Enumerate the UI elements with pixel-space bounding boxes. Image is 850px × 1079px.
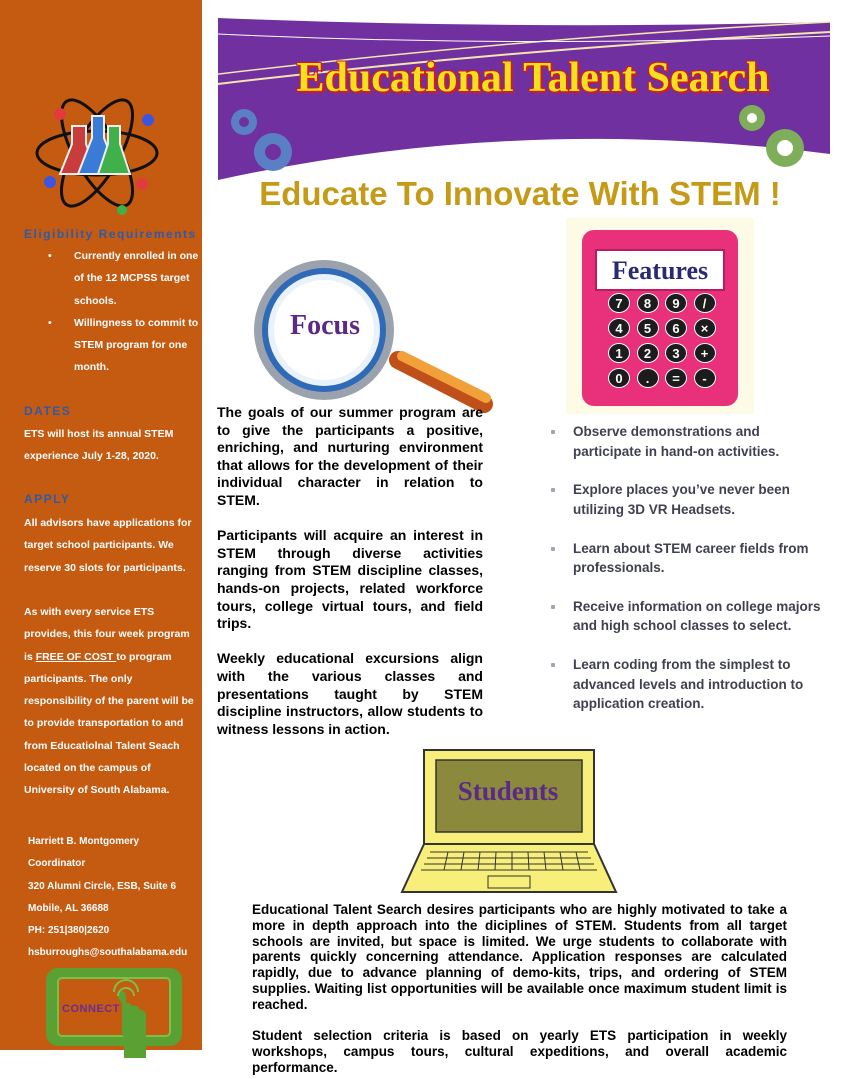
list-item: Observe demonstrations and participate in hand-on activities. <box>550 422 822 461</box>
list-item: Learn coding from the simplest to advanced levels and introduction to application creation. <box>550 655 822 714</box>
calculator-key: - <box>694 368 716 388</box>
calculator-key: . <box>637 368 659 388</box>
apply-heading: APPLY <box>24 492 71 506</box>
list-item: Receive information on college majors and high school classes to select. <box>550 597 822 636</box>
calculator-key: 1 <box>608 343 630 363</box>
page-title: Educational Talent Search <box>296 55 770 101</box>
apply-cost-before: As with every service ETS provides, this four week program is <box>24 606 190 663</box>
list-item: Learn about STEM career fields from professionals. <box>550 539 822 578</box>
focus-label: Focus <box>290 310 360 341</box>
calculator-key: 4 <box>608 318 630 338</box>
eligibility-heading: Eligibility Requirements <box>24 227 197 241</box>
sidebar <box>0 0 202 1050</box>
students-label: Students <box>457 776 559 806</box>
calculator-key: 5 <box>637 318 659 338</box>
calculator-key: 6 <box>665 318 687 338</box>
contact-name: Harriett B. Montgomery <box>28 836 140 847</box>
calculator-key: 0 <box>608 368 630 388</box>
focus-paragraph: Weekly educational excursions align with the various classes and presentations taught by STEM discipline instructors, allow students to witness lessons in action. <box>217 650 483 737</box>
list-item: • Willingness to commit to STEM program for one month. <box>48 312 200 379</box>
list-item: • Currently enrolled in one of the 12 MCPSS target schools. <box>48 245 200 312</box>
calculator-key: + <box>694 343 716 363</box>
atom-flask-icon <box>30 86 165 221</box>
calculator-key: / <box>694 293 716 313</box>
students-paragraph: Student selection criteria is based on yearly ETS participation in weekly workshops, campus tours, cultural expeditions, and overall academic performance. <box>252 1028 787 1075</box>
eligibility-list <box>48 245 200 379</box>
apply-cost-text <box>24 601 200 802</box>
laptop-icon <box>400 748 618 896</box>
students-section <box>252 902 787 1079</box>
free-of-cost-highlight: FREE OF COST <box>35 650 117 663</box>
students-paragraph: Educational Talent Search desires participants who are highly motivated to take a more in depth approach into the diciplines of STEM. Students from all target schools are invited, but space is limited. We urge students to collaborate with parents quickly concerning attendance. Application responses are calculated rapidly, due to advance planning of demo-kits, trips, and ordering of STEM supplies. Waiting list opportunities will be available once maximum student limit is reached. <box>252 902 787 1012</box>
calculator-key: 2 <box>637 343 659 363</box>
list-item: Explore places you’ve never been utilizing 3D VR Headsets. <box>550 480 822 519</box>
contact-email[interactable]: hsburroughs@southalabama.edu <box>28 947 188 959</box>
calculator-key: = <box>665 368 687 388</box>
calculator-key: 8 <box>637 293 659 313</box>
dates-heading: DATES <box>24 404 72 418</box>
tagline: Educate To Innovate With STEM ! <box>259 175 781 212</box>
contact-phone: PH: 251|380|2620 <box>28 925 110 937</box>
contact-address-line1: 320 Alumni Circle, ESB, Suite 6 <box>28 880 177 892</box>
connect-label: CONNECT <box>62 1003 120 1015</box>
calculator-icon <box>566 218 754 414</box>
features-label: Features <box>611 256 709 285</box>
dates-text: ETS will host its annual STEM experience July 1-28, 2020. <box>24 428 174 463</box>
calculator-key: × <box>694 318 716 338</box>
calculator-key: 3 <box>665 343 687 363</box>
apply-text: All advisors have applications for target school participants. We reserve 30 slots for participants. <box>24 517 192 574</box>
apply-cost-after: to program participants. The only responsibility of the parent will be to provide transportation to and from Educatiolnal Talent Seach located on the campus of University of South Alabama. <box>24 650 194 797</box>
contact-block <box>28 831 200 965</box>
features-list <box>550 422 822 733</box>
contact-address-line2: Mobile, AL 36688 <box>28 902 109 914</box>
focus-section <box>217 404 483 756</box>
focus-paragraph: Participants will acquire an interest in STEM through diverse activities ranging from STEM discipline classes, hands-on projects, related workforce tours, college virtual tours, and field trips. <box>217 527 483 632</box>
calculator-key: 9 <box>665 293 687 313</box>
calculator-key: 7 <box>608 293 630 313</box>
contact-role: Coordinator <box>28 858 86 870</box>
focus-paragraph: The goals of our summer program are to give the participants a positive, enriching, and nurturing environment that allows for the development of their individual character in relation to STEM. <box>217 404 483 508</box>
